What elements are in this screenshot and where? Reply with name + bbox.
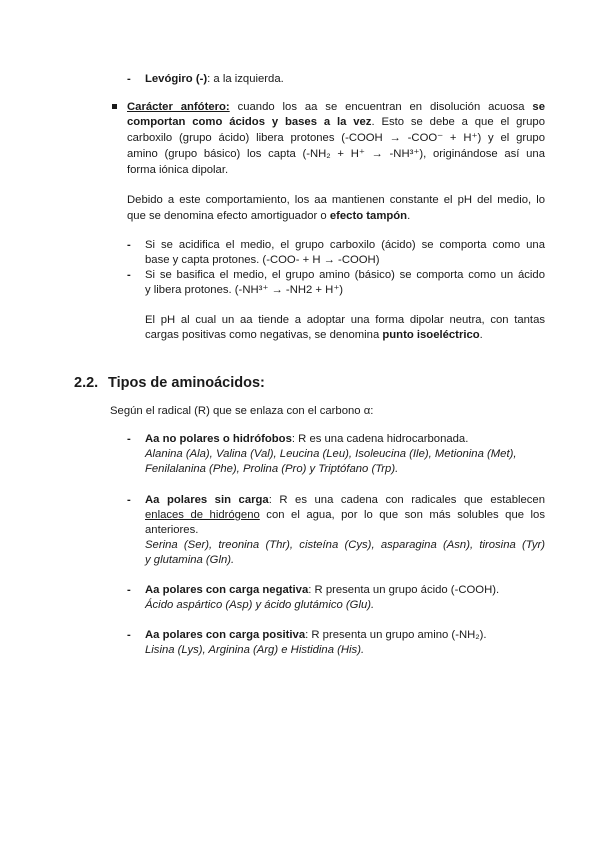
levogiro-line <box>145 72 284 87</box>
tampon-line-1: Debido a este comportamiento, los aa mantienen constante el pH del medio, lo <box>127 194 545 206</box>
type-nonpolar-examples-1 <box>145 447 517 462</box>
type-nonpolar-heading <box>145 432 468 447</box>
anfotero-term: Carácter anfótero: <box>127 101 230 113</box>
anfotero-line-4: amino (grupo básico) los capta (-NH₂ + H⁺ → -NH³⁺), originándose así una <box>127 148 545 160</box>
levogiro-desc: : a la izquierda. <box>207 73 284 85</box>
anfotero-bold: se <box>532 101 545 113</box>
acidifica-line-1: Si se acidifica el medio, el grupo carboxilo (ácido) se comporta como una <box>145 239 545 251</box>
type-polar-desc-2 <box>145 508 545 523</box>
isoelectrico-line-2 <box>145 328 483 343</box>
dash-bullet: - <box>127 239 131 251</box>
type-negative-examples <box>145 598 374 613</box>
anfotero-line-3: carboxilo (grupo ácido) libera protones (-COOH → -COO⁻ + H⁺) y el grupo <box>127 132 545 144</box>
dash-bullet: - <box>127 433 131 445</box>
anfotero-line-5: forma iónica dipolar. <box>127 164 229 176</box>
type-examples: Ácido aspártico (Asp) y ácido glutámico (Glu). <box>145 599 375 611</box>
section-title: Tipos de aminoácidos: <box>108 375 265 391</box>
levogiro-term: Levógiro (-) <box>145 73 208 85</box>
tampon-period: . <box>407 210 411 222</box>
anfotero-text: cuando los aa se encuentran en disolución acuosa <box>229 101 533 113</box>
acidifica-line-2: base y capta protones. (-COO- + H → -COOH) <box>145 254 380 266</box>
dash-bullet: - <box>127 494 131 506</box>
type-desc: : R es una cadena hidrocarbonada. <box>291 433 469 445</box>
basifica-line-1: Si se basifica el medio, el grupo amino (básico) se comporta como un ácido <box>145 269 545 281</box>
square-bullet-icon <box>112 104 117 109</box>
isoelectrico-text: cargas positivas como negativas, se denomina <box>145 329 383 341</box>
type-negative-heading <box>145 583 499 598</box>
type-desc: : R presenta un grupo ácido (-COOH). <box>308 584 500 596</box>
section-intro: Según el radical (R) que se enlaza con el carbono α: <box>110 405 374 417</box>
type-term: Aa polares sin carga <box>145 494 269 506</box>
tampon-term: efecto tampón <box>329 210 408 222</box>
basifica-line-2: y libera protones. (-NH³⁺ → -NH2 + H⁺) <box>145 284 344 296</box>
dash-bullet: - <box>127 269 131 281</box>
tampon-line-2 <box>127 209 410 224</box>
anfotero-bold-phrase: comportan como ácidos y bases a la vez <box>127 116 372 128</box>
type-examples: y glutamina (Gln). <box>145 554 235 566</box>
type-term: Aa polares con carga positiva <box>145 629 306 641</box>
type-examples: Serina (Ser), treonina (Thr), cisteína (Cys), asparagina (Asn), tirosina (Tyr) <box>145 539 545 551</box>
type-desc: : R es una cadena con radicales que establecen <box>268 494 545 506</box>
type-nonpolar-examples-2 <box>145 462 398 477</box>
type-examples: Alanina (Ala), Valina (Val), Leucina (Leu), Isoleucina (Ile), Metionina (Met), <box>145 448 517 460</box>
anfotero-line-1 <box>127 100 545 115</box>
isoelectrico-period: . <box>479 329 483 341</box>
tampon-text: que se denomina efecto amortiguador o <box>127 210 330 222</box>
section-number: 2.2. <box>74 375 99 391</box>
isoelectrico-term: punto isoeléctrico <box>382 329 480 341</box>
isoelectrico-line-1: El pH al cual un aa tiende a adoptar una forma dipolar neutra, con tantas <box>145 314 545 326</box>
type-term: Aa polares con carga negativa <box>145 584 309 596</box>
type-positive-heading <box>145 628 487 643</box>
type-polar-examples-1 <box>145 538 545 553</box>
dash-bullet: - <box>127 629 131 641</box>
type-examples: Lisina (Lys), Arginina (Arg) e Histidina (His). <box>145 644 365 656</box>
type-underlined-term: enlaces de hidrógeno <box>145 509 260 521</box>
type-polar-heading <box>145 493 545 508</box>
type-polar-desc-3: anteriores. <box>145 524 199 536</box>
anfotero-text: . Esto se debe a que el grupo <box>371 116 545 128</box>
type-term: Aa no polares o hidrófobos <box>145 433 292 445</box>
type-desc: : R presenta un grupo amino (-NH₂). <box>305 629 487 641</box>
type-positive-examples <box>145 643 364 658</box>
type-examples: Fenilalanina (Phe), Prolina (Pro) y Triptófano (Trp). <box>145 463 399 475</box>
dash-bullet: - <box>127 584 131 596</box>
type-desc: con el agua, por lo que son más solubles que los <box>259 509 545 521</box>
type-polar-examples-2 <box>145 553 234 568</box>
dash-bullet: - <box>127 73 131 85</box>
anfotero-line-2 <box>127 115 545 130</box>
